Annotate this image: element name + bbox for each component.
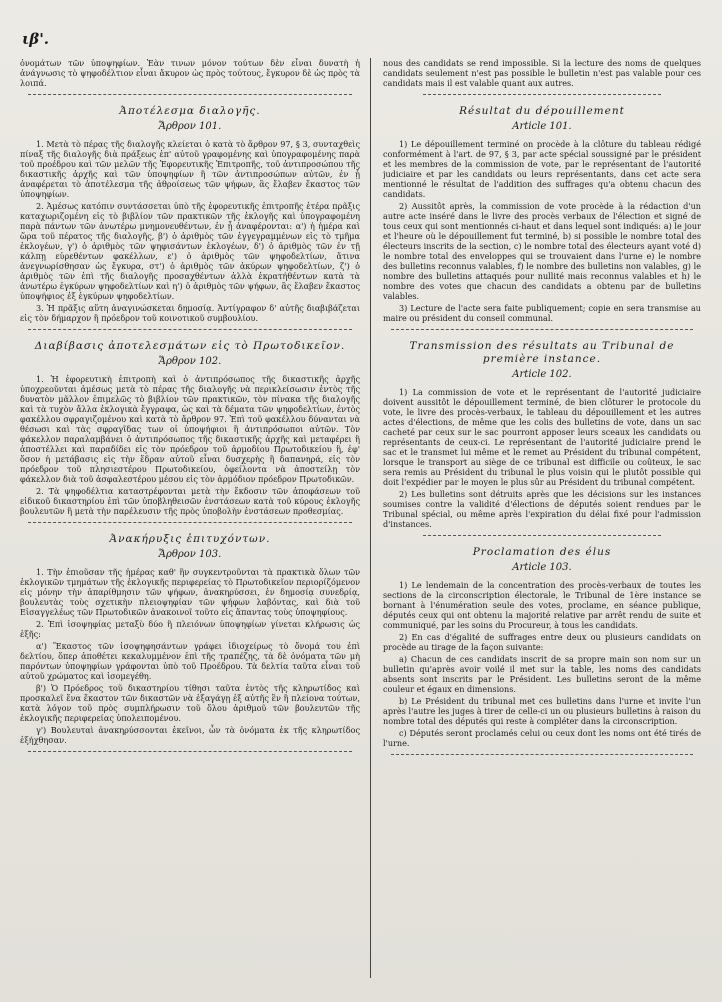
article-title: Ἄρθρον 101. <box>158 121 222 132</box>
paragraph: 1) Le dépouillement terminé on procède à la clôture du tableau rédigé conformément à l'art. de 97, § 3, par acte spécial soussigné par le président et les membres de la commission de vote, par le représentant de l'autorité judiciaire et par les candidats ou leurs représentants, dans cet acte sera mentionné le résultat de l'addition des suffrages qu'a obtenu chacun des candidats. <box>383 139 701 199</box>
section-title: Proclamation des élus <box>472 546 612 558</box>
section-rule <box>28 94 352 95</box>
greek-section-103 <box>20 533 360 745</box>
section-rule <box>391 329 693 330</box>
section-rule <box>423 535 661 536</box>
paragraph: 1. Ἡ ἐφορευτικὴ ἐπιτροπὴ καὶ ὁ ἀντιπρόσωπος τῆς δικαστικῆς ἀρχῆς ὑποχρεοῦνται ἀμέσως μετὰ τὸ πέρας τῆς διαλογῆς νὰ περικλείσωσιν ἐντὸς τῆς δυνατὸν μᾶλλον ἐπιμελῶς τὸ βιβλίον τῶν πρακτικῶν, τὸν πίνακα τῆς διαλογῆς καὶ τὰ τυχὸν ἄλλα ἐκλογικὰ ἔγγραφα, ὡς καὶ τὰ δέματα τῶν ψηφοδελτίων, ἐντὸς φακέλλου σφραγιζομένου καὶ κατὰ τὸ ἄρθρον 97. Ἐπὶ τοῦ φακέλλου δύνανται νὰ θέσωσι καὶ τὰς σφραγῖδας των οἱ ὑποψήφιοι ἢ ἀντιπρόσωποι αὐτῶν. Τὸν φάκελλον παραλαμβάνει ὁ ἀντιπρόσωπος τῆς δικαστικῆς ἀρχῆς καὶ μεταφέρει ἢ ἀποστέλλει καὶ παραδίδει εἰς τὸν πρόεδρον τοῦ ἁρμοδίου Πρωτοδικείου ἢ, ἐφ' ὅσον ἡ μετάβασις εἰς τὴν ἕδραν αὐτοῦ εἶναι δυσχερὴς ἢ δαπανηρά, εἰς τὸν πρόεδρον τοῦ πλησιεστέρου Πρωτοδικείου, ὀφείλοντα νὰ ἀποστείλῃ τὸν φάκελλον διὰ τοῦ ἀσφαλεστέρου μέσου εἰς τὸν ἁρμόδιον πρόεδρον Πρωτοδικῶν. <box>20 374 360 484</box>
paragraph: c) Députés seront proclamés celui ou ceux dont les noms ont été tirés de l'urne. <box>383 728 701 748</box>
section-title: Διαβίβασις ἀποτελεσμάτων εἰς τὸ Πρωτοδικεῖον. <box>34 340 346 352</box>
section-rule <box>423 94 661 95</box>
paragraph: β') Ὁ Πρόεδρος τοῦ δικαστηρίου τίθησι ταῦτα ἐντὸς τῆς κληρωτίδος καὶ προσκαλεῖ ἕνα ἕκαστον τῶν δικαστῶν νὰ ἐξαγάγῃ ἐξ αὐτῆς ἓν ἢ πλείονα τούτων, κατὰ λόγον τοῦ πρὸς συμπλήρωσιν τοῦ ὅλου ἀριθμοῦ τῶν βουλευτῶν τῆς ἐκλογικῆς περιφερείας ὑπολειπομένου. <box>20 683 360 723</box>
paragraph: 2. Τὰ ψηφοδέλτια καταστρέφονται μετὰ τὴν ἔκδοσιν τῶν ἀποφάσεων τοῦ εἰδικοῦ δικαστηρίου ἐπὶ τῶν ὑποβληθεισῶν ἐνστάσεων κατὰ τοῦ κύρους ἐκλογῆς βουλευτῶν ἢ μετὰ τὴν παρέλευσιν τῆς πρὸς ὑποβολὴν ἐνστάσεων προθεσμίας. <box>20 486 360 516</box>
french-section-103 <box>383 546 701 748</box>
paragraph: 1. Μετὰ τὸ πέρας τῆς διαλογῆς κλείεται ὁ κατὰ τὸ ἄρθρον 97, § 3, συνταχθεὶς πίναξ τῆς διαλογῆς διὰ πράξεως ἐπ' αὐτοῦ γραφομένης καὶ ὑπογραφομένης παρὰ τοῦ προέδρου καὶ τῶν μελῶν τῆς Ἐφορευτικῆς Ἐπιτροπῆς, τοῦ ἀντιπροσώπου τῆς δικαστικῆς ἀρχῆς καὶ τῶν ὑποψηφίων ἢ τῶν ἀντιπροσώπων αὐτῶν, ἐν ᾗ ἀναφέρεται τὸ ἀποτέλεσμα τῆς ἀθροίσεως τῶν ψήφων, ἃς ἔλαβεν ἕκαστος τῶν ὑποψηφίων. <box>20 139 360 199</box>
paragraph: α') Ἕκαστος τῶν ἰσοψηφησάντων γράφει ἰδιοχείρως τὸ ὄνομά του ἐπὶ δελτίου, ὅπερ ἀποθέτει κεκαλυμμένον ἐπὶ τῆς τραπέζης, τὰ δὲ ὀνόματα τῶν μὴ παρόντων ὑποψηφίων γράφονται ὑπὸ τοῦ Προέδρου. Τὰ δελτία ταῦτα εἶναι τοῦ αὐτοῦ χρώματος καὶ ἰσομεγέθη. <box>20 641 360 681</box>
french-column <box>383 58 701 761</box>
greek-section-102 <box>20 340 360 516</box>
article-title: Ἄρθρον 102. <box>158 356 222 367</box>
paragraph: 2) Aussitôt après, la commission de vote procède à la rédaction d'un autre acte inséré dans le livre des procès verbaux de l'élection et signé de tous ceux qui sont mentionnés ci-haut et dans lequel sont indiqués: a) le jour et l'heure où le dépouillement fut terminé, b) si possible le nombre total des électeurs inscrits de la section, c) le nombre total des électeurs ayant voté d) le nombre total des enveloppes qui se trouvaient dans l'urne e) le nombre des bulletins reconnus valables, f) le nombre des bulletins non valables, g) le nombre des bulletins attaqués pour nullité mais reconnus valables et h) le nombre des votes que chacun des candidats a obtenu par de bulletins valables. <box>383 201 701 301</box>
paragraph: 1) La commission de vote et le représentant de l'autorité judiciaire doivent aussitôt le dépouillement terminé, de bien clôturer le protocole du vote, le livre des procès-verbaux, le tableau du dépouillement et les autres actes d'élections, de même que les colis des bulletins de vote, dans un sac cacheté par ceux sur le sac pourront apposer leurs sceaux les candidats ou représentants de ceux-ci. Le représentant de l'autorité judiciaire prend le sac et le transmet lui même et le remet au Président du tribunal compétent, lorsque le transport au siège de ce tribunal est difficile ou coûteux, le sac sera remis au Président du tribunal le plus voisin qui le plutôt possible qui doit l'expédier par le moyen le plus sûr au Président du tribunal compétent. <box>383 387 701 487</box>
section-title: Résultat du dépouillement <box>459 105 625 117</box>
paragraph: 1) Le lendemain de la concentration des procès-verbaux de toutes les sections de la circonscription électorale, le Tribunal de 1ère instance se bornant à l'énumération seule des votes, proclame, en séance publique, députés ceux qui ont obtenu la majorité relative par arrêt rendu de suite et communiqué, par les soins du Procureur, à tous les candidats. <box>383 580 701 630</box>
page-number: ιβ'. <box>22 30 50 48</box>
french-section-102 <box>383 340 701 529</box>
greek-intro-text: ὀνομάτων τῶν ὑποψηφίων. Ἐὰν τινων μόνον τούτων δὲν εἶναι δυνατὴ ἡ ἀνάγνωσις τὸ ψηφοδέλτιον εἶναι ἄκυρον ὡς πρὸς τούτους, ἔγκυρον δὲ ὡς πρὸς τὰ λοιπά. <box>20 58 360 88</box>
section-title: Transmission des résultats au Tribunal de première instance. <box>409 340 675 365</box>
paragraph: a) Chacun de ces candidats inscrit de sa propre main son nom sur un bulletin qu'après avoir voilé il met sur la table, les noms des candidats absents sont inscrits par le Président. Les bulletins seront de la même couleur et égaux en dimensions. <box>383 654 701 694</box>
article-title: Ἄρθρον 103. <box>158 549 222 560</box>
paragraph: 1. Τὴν ἐπιοῦσαν τῆς ἡμέρας καθ' ἣν συγκεντροῦνται τὰ πρακτικὰ ὅλων τῶν ἐκλογικῶν τμημάτων τῆς ἐκλογικῆς περιφερείας τὸ Πρωτοδικεῖον περιορίζόμενον εἰς μόνην τὴν ἀπαρίθμησιν τῶν ψήφων, ἀνακηρύσσει, ἐν δημοσίᾳ συνεδρίᾳ, βουλευτὰς τοὺς σχετικὴν πλειοψηφίαν τῶν ψήφων λαβόντας, καὶ διὰ τοῦ Εἰσαγγελέως τῶν Πρωτοδικῶν ἀνακοινοῖ τοῦτο εἰς ἅπαντας τοὺς ὑποψηφίους. <box>20 567 360 617</box>
paragraph: b) Le Président du tribunal met ces bulletins dans l'urne et invite l'un après l'autre les juges à tirer de celle-ci un ou plusieurs bulletins à raison du nombre total des députés qui reste à compléter dans la circonscription. <box>383 696 701 726</box>
article-title: Article 102. <box>512 369 572 380</box>
french-intro-text: nous des candidats se rend impossible. Si la lecture des noms de quelques candidats seulement n'est pas possible le bulletin n'est pas valable pour ces candidats mais il est valable quant aux autres. <box>383 58 701 88</box>
article-title: Article 103. <box>512 562 572 573</box>
paragraph: 2. Ἐπὶ ἰσοψηφίας μεταξὺ δύο ἢ πλειόνων ὑποψηφίων γίνεται κλήρωσις ὡς ἑξῆς: <box>20 619 360 639</box>
paragraph: 2) Les bulletins sont détruits après que les décisions sur les instances soumises contre la validité d'élections de députés soient rendues par le Tribunal spécial, ou même après l'expiration du délai fixé pour l'admission d'instances. <box>383 489 701 529</box>
paragraph: 2) En cas d'égalité de suffrages entre deux ou plusieurs candidats on procède au tirage de la façon suivante: <box>383 632 701 652</box>
section-rule <box>28 329 352 330</box>
section-title: Ἀποτέλεσμα διαλογῆς. <box>119 105 261 117</box>
section-rule <box>28 522 352 523</box>
paragraph: γ') Βουλευταὶ ἀνακηρύσσονται ἐκεῖνοι, ὧν τὰ ὀνόματα ἐκ τῆς κληρωτίδος ἐξήχθησαν. <box>20 725 360 745</box>
section-title: Ἀνακήρυξις ἐπιτυχόντων. <box>109 533 271 545</box>
section-rule <box>28 751 352 752</box>
paragraph: 2. Ἀμέσως κατόπιν συντάσσεται ὑπὸ τῆς ἐφορευτικῆς ἐπιτροπῆς ἑτέρα πρᾶξις καταχωριζομένη εἰς τὸ βιβλίον τῶν πρακτικῶν τῆς ἐκλογῆς καὶ ὑπογραφομένη παρὰ πάντων τῶν ἀνωτέρω μνημονευθέντων, ἐν ᾗ ἀναφέρονται: α') ἡ ἡμέρα καὶ ὥρα τοῦ πέρατος τῆς διαλογῆς, β') ὁ ἀριθμὸς τῶν ἐγγεγραμμένων εἰς τὸ τμῆμα ἐκλογέων, γ') ὁ ἀριθμὸς τῶν ψηφισάντων ἐκλογέων, δ') ὁ ἀριθμὸς τῶν ἐν τῇ κάλπῃ εὑρεθέντων φακέλλων, ε') ὁ ἀριθμὸς τῶν ψηφοδελτίων, ἅτινα ἀνεγνωρίσθησαν ὡς ἔγκυρα, στ') ὁ ἀριθμὸς τῶν ἀκύρων ψηφοδελτίων, ζ') ὁ ἀριθμὸς τῶν ἐπὶ τῆς διαλογῆς προσαχθέντων ἀλλὰ ἐκρατήθέντων κατὰ τὰ ἀνωτέρω ἐγκύρων ψηφοδελτίων καὶ η') ὁ ἀριθμὸς τῶν ψήφων, ἃς ἔλαβεν ἕκαστος ὑποψήφιος ἐξ ἐγκύρων ψηφοδελτίων. <box>20 201 360 301</box>
paragraph: 3. Ἡ πρᾶξις αὕτη ἀναγινώσκεται δημοσίᾳ. Ἀντίγραφον δ' αὐτῆς διαβιβάζεται εἰς τὸν δήμαρχον ἢ πρόεδρον τοῦ κοινοτικοῦ συμβουλίου. <box>20 303 360 323</box>
article-title: Article 101. <box>512 121 572 132</box>
greek-section-101 <box>20 105 360 323</box>
french-section-101 <box>383 105 701 323</box>
section-rule <box>391 754 693 755</box>
column-divider <box>370 58 371 978</box>
greek-column <box>20 58 360 758</box>
paragraph: 3) Lecture de l'acte sera faite publiquement; copie en sera transmise au maire ou président du conseil communal. <box>383 303 701 323</box>
